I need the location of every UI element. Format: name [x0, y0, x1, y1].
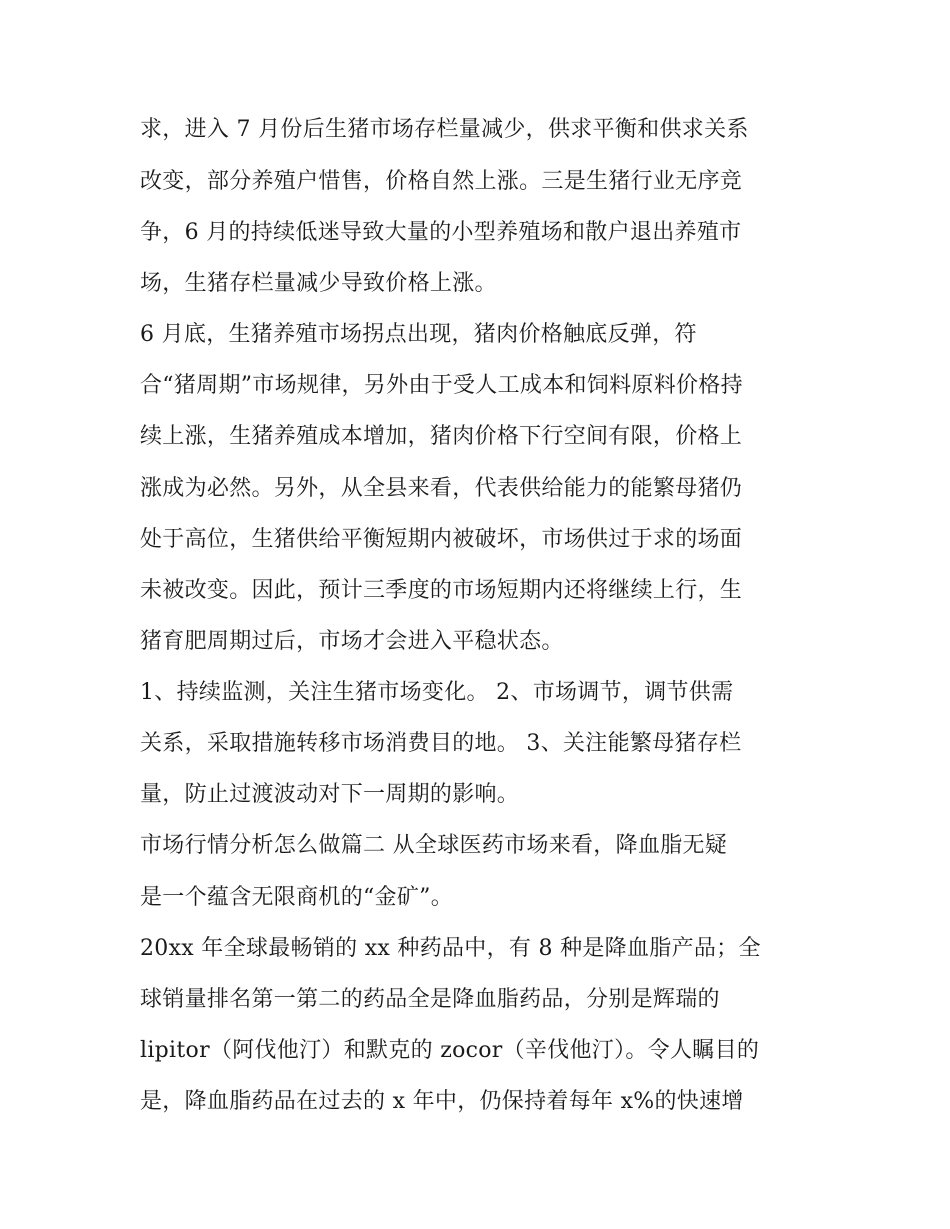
text-line: lipitor（阿伐他汀）和默克的 zocor（辛伐他汀）。令人瞩目的 — [140, 1038, 760, 1063]
text-line: 处于高位，生猪供给平衡短期内被破坏，市场供过于求的场面 — [140, 527, 743, 552]
text-line: 求，进入 7 月份后生猪市场存栏量减少，供求平衡和供求关系 — [140, 117, 749, 142]
text-line: 量，防止过渡波动对下一周期的影响。 — [140, 782, 520, 807]
text-line: 场，生猪存栏量减少导致价格上涨。 — [140, 271, 497, 296]
text-line: 市场行情分析怎么做篇二 从全球医药市场来看，降血脂无疑 — [140, 833, 728, 858]
text-line: 未被改变。因此，预计三季度的市场短期内还将继续上行，生 — [140, 578, 743, 603]
text-line: 是，降血脂药品在过去的 x 年中，仍保持着每年 x%的快速增 — [140, 1089, 744, 1114]
text-line: 6 月底，生猪养殖市场拐点出现，猪肉价格触底反弹，符 — [140, 322, 697, 347]
text-line: 争，6 月的持续低迷导致大量的小型养殖场和散户退出养殖市 — [140, 220, 742, 245]
text-line: 猪育肥周期过后，市场才会进入平稳状态。 — [140, 629, 564, 654]
text-line: 是一个蕴含无限商机的“金矿”。 — [140, 885, 453, 910]
text-line: 1、持续监测，关注生猪市场变化。 2、市场调节，调节供需 — [140, 680, 734, 705]
text-line: 20xx 年全球最畅销的 xx 种药品中，有 8 种是降血脂产品；全 — [140, 936, 761, 961]
text-line: 球销量排名第一第二的药品全是降血脂药品，分别是辉瑞的 — [140, 987, 720, 1012]
text-line: 关系，采取措施转移市场消费目的地。 3、关注能繁母猪存栏 — [140, 731, 742, 756]
text-line: 续上涨，生猪养殖成本增加，猪肉价格下行空间有限，价格上 — [140, 424, 743, 449]
text-line: 改变，部分养殖户惜售，价格自然上涨。三是生猪行业无序竞 — [140, 169, 743, 194]
text-line: 涨成为必然。另外，从全县来看，代表供给能力的能繁母猪仍 — [140, 476, 743, 501]
text-line: 合“猪周期”市场规律，另外由于受人工成本和饲料原料价格持 — [140, 373, 743, 398]
